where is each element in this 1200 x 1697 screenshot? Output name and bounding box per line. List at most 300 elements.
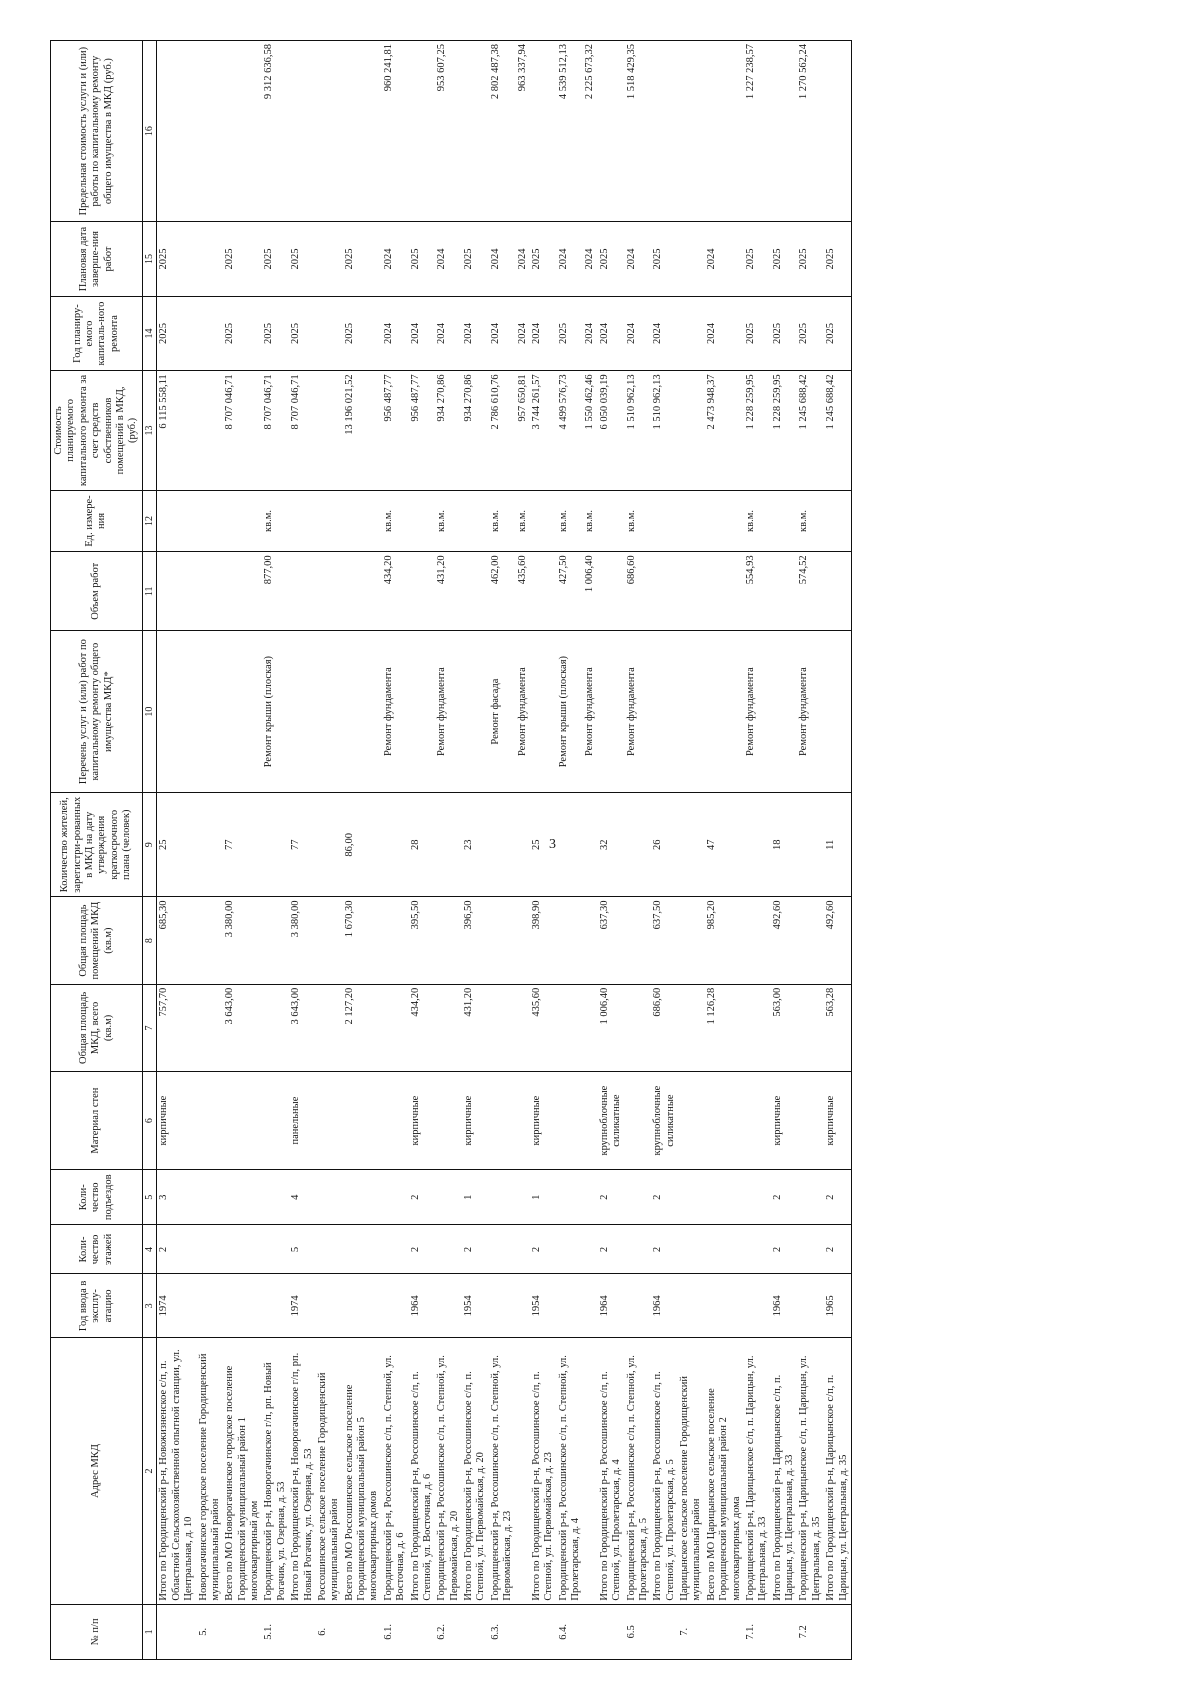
year-built-cell bbox=[797, 1274, 824, 1338]
work-type-cell: Ремонт фундамента bbox=[435, 631, 462, 793]
row-number bbox=[462, 1604, 489, 1659]
wall-material-cell: кирпичные bbox=[409, 1072, 436, 1170]
column-number-row bbox=[142, 41, 157, 1660]
repair-cost-cell: 6 115 558,11 bbox=[157, 371, 197, 490]
cost-limit-cell bbox=[598, 41, 625, 222]
repair-year-cell: 2024 bbox=[435, 296, 462, 371]
year-built-cell bbox=[435, 1274, 462, 1338]
floors-cell bbox=[262, 1225, 289, 1274]
entrances-cell: 4 bbox=[289, 1170, 316, 1225]
address-cell: Итого по Городищенский р-н, Россошинское с/п, п. Степной, ул. Первомайская, д. 20 bbox=[462, 1338, 489, 1604]
work-volume-cell bbox=[651, 552, 678, 631]
address-cell: Итого по Городищенский р-н, Россошинское с/п, п. Степной, ул. Первомайская, д. 23 bbox=[530, 1338, 557, 1604]
floors-cell: 5 bbox=[289, 1225, 316, 1274]
address-cell: Всего по МО Царицынское сельское поселение Городищенский муниципальный район 2 многоквартирных дома bbox=[705, 1338, 744, 1604]
column-number: 8 bbox=[142, 897, 157, 984]
floors-cell: 2 bbox=[771, 1225, 798, 1274]
table-row bbox=[625, 41, 652, 1660]
unit-cell bbox=[771, 490, 798, 552]
completion-year-cell: 2024 bbox=[583, 222, 597, 297]
table-row bbox=[516, 41, 530, 1660]
work-type-cell: Ремонт фундамента bbox=[744, 631, 771, 793]
cost-limit-cell bbox=[409, 41, 436, 222]
column-number: 6 bbox=[142, 1072, 157, 1170]
unit-cell: кв.м. bbox=[382, 490, 409, 552]
wall-material-cell bbox=[705, 1072, 744, 1170]
entrances-cell bbox=[797, 1170, 824, 1225]
floors-cell: 2 bbox=[409, 1225, 436, 1274]
year-built-cell bbox=[316, 1274, 343, 1338]
repair-cost-cell: 3 744 261,57 bbox=[530, 371, 557, 490]
residents-cell bbox=[557, 793, 584, 897]
completion-year-cell: 2024 bbox=[705, 222, 744, 297]
row-number: 7.2 bbox=[797, 1604, 824, 1659]
residents-cell: 23 bbox=[462, 793, 489, 897]
page-number: 3 bbox=[549, 837, 556, 852]
column-header: № п/п bbox=[51, 1604, 143, 1659]
work-volume-cell bbox=[197, 552, 224, 631]
repair-year-cell: 2024 bbox=[489, 296, 516, 371]
repair-year-cell: 2025 bbox=[343, 296, 382, 371]
cost-limit-cell: 1 270 562,24 bbox=[797, 41, 824, 222]
total-area-cell bbox=[316, 984, 343, 1071]
total-area-cell: 686,60 bbox=[651, 984, 678, 1071]
premises-area-cell: 398,90 bbox=[530, 897, 557, 984]
work-type-cell bbox=[530, 631, 557, 793]
repair-year-cell: 2024 bbox=[598, 296, 625, 371]
table-row bbox=[705, 41, 744, 1660]
entrances-cell bbox=[262, 1170, 289, 1225]
repair-year-cell: 2024 bbox=[462, 296, 489, 371]
unit-cell bbox=[157, 490, 197, 552]
address-cell: Итого по Городищенский р-н, Царицынское с/п, п. Царицын, ул. Центральная, д. 35 bbox=[824, 1338, 851, 1604]
wall-material-cell bbox=[316, 1072, 343, 1170]
work-type-cell bbox=[409, 631, 436, 793]
repair-year-cell: 2025 bbox=[289, 296, 316, 371]
address-cell: Царицынское сельское поселение Городищенский муниципальный район bbox=[678, 1338, 705, 1604]
residents-cell bbox=[625, 793, 652, 897]
year-built-cell bbox=[489, 1274, 516, 1338]
completion-year-cell: 2025 bbox=[462, 222, 489, 297]
total-area-cell: 563,28 bbox=[824, 984, 851, 1071]
residents-cell bbox=[382, 793, 409, 897]
unit-cell: кв.м. bbox=[516, 490, 530, 552]
work-volume-cell bbox=[705, 552, 744, 631]
completion-year-cell: 2024 bbox=[557, 222, 584, 297]
work-volume-cell bbox=[824, 552, 851, 631]
row-number: 7.1. bbox=[744, 1604, 771, 1659]
repair-cost-cell: 8 707 046,71 bbox=[262, 371, 289, 490]
unit-cell: кв.м. bbox=[262, 490, 289, 552]
column-header: Общая площадь помещений МКД (кв.м) bbox=[51, 897, 143, 984]
address-cell: Городищенский р-н, Россошинское с/п, п. Степной, ул. Пролетарская, д. 5 bbox=[625, 1338, 652, 1604]
cost-limit-cell bbox=[343, 41, 382, 222]
address-cell: Городищенский р-н, Россошинское с/п, п. Степной, ул. Первомайская, д. 20 bbox=[435, 1338, 462, 1604]
completion-year-cell: 2025 bbox=[262, 222, 289, 297]
premises-area-cell bbox=[382, 897, 409, 984]
address-cell: Городищенский р-н, Новорогачинское г/п, рп. Новый Рогачик, ул. Озерная, д. 53 bbox=[262, 1338, 289, 1604]
completion-year-cell: 2024 bbox=[435, 222, 462, 297]
entrances-cell bbox=[583, 1170, 597, 1225]
total-area-cell bbox=[557, 984, 584, 1071]
work-volume-cell bbox=[530, 552, 557, 631]
completion-year-cell: 2025 bbox=[651, 222, 678, 297]
floors-cell: 2 bbox=[530, 1225, 557, 1274]
column-number: 2 bbox=[142, 1338, 157, 1604]
cost-limit-cell bbox=[197, 41, 224, 222]
column-number: 5 bbox=[142, 1170, 157, 1225]
address-cell: Итого по Городищенский р-н, Россошинское с/п, п. Степной, ул. Пролетарская, д. 4 bbox=[598, 1338, 625, 1604]
work-volume-cell bbox=[289, 552, 316, 631]
floors-cell bbox=[797, 1225, 824, 1274]
residents-cell bbox=[583, 793, 597, 897]
total-area-cell: 2 127,20 bbox=[343, 984, 382, 1071]
completion-year-cell: 2025 bbox=[157, 222, 197, 297]
wall-material-cell bbox=[262, 1072, 289, 1170]
floors-cell bbox=[382, 1225, 409, 1274]
wall-material-cell: панельные bbox=[289, 1072, 316, 1170]
year-built-cell bbox=[678, 1274, 705, 1338]
total-area-cell: 757,70 bbox=[157, 984, 197, 1071]
wall-material-cell bbox=[382, 1072, 409, 1170]
wall-material-cell bbox=[557, 1072, 584, 1170]
address-cell: Городищенский р-н, Россошинское с/п, п. Степной, ул. Пролетарская, д. 4 bbox=[557, 1338, 584, 1604]
premises-area-cell bbox=[557, 897, 584, 984]
entrances-cell bbox=[316, 1170, 343, 1225]
cost-limit-cell bbox=[678, 41, 705, 222]
cost-limit-cell bbox=[289, 41, 316, 222]
table-row bbox=[197, 41, 224, 1660]
unit-cell bbox=[651, 490, 678, 552]
address-cell bbox=[516, 1338, 530, 1604]
row-number bbox=[705, 1604, 744, 1659]
row-number: 7. bbox=[678, 1604, 705, 1659]
completion-year-cell: 2024 bbox=[382, 222, 409, 297]
year-built-cell bbox=[516, 1274, 530, 1338]
row-number: 6.2. bbox=[435, 1604, 462, 1659]
entrances-cell bbox=[625, 1170, 652, 1225]
work-type-cell: Ремонт фундамента bbox=[382, 631, 409, 793]
row-number: 5. bbox=[197, 1604, 224, 1659]
year-built-cell bbox=[705, 1274, 744, 1338]
year-built-cell: 1954 bbox=[530, 1274, 557, 1338]
entrances-cell: 1 bbox=[462, 1170, 489, 1225]
unit-cell bbox=[678, 490, 705, 552]
unit-cell: кв.м. bbox=[489, 490, 516, 552]
column-number: 16 bbox=[142, 41, 157, 222]
row-number bbox=[583, 1604, 597, 1659]
repair-cost-cell: 1 245 688,42 bbox=[824, 371, 851, 490]
column-header: Стоимость планируемого капитального ремонта за счет средств собственников помещений в МКД, (руб.) bbox=[51, 371, 143, 490]
unit-cell bbox=[705, 490, 744, 552]
wall-material-cell: кирпичные bbox=[530, 1072, 557, 1170]
year-built-cell bbox=[625, 1274, 652, 1338]
residents-cell: 77 bbox=[289, 793, 316, 897]
total-area-cell bbox=[625, 984, 652, 1071]
completion-year-cell: 2025 bbox=[598, 222, 625, 297]
work-type-cell bbox=[157, 631, 197, 793]
work-type-cell bbox=[343, 631, 382, 793]
column-header: Объем работ bbox=[51, 552, 143, 631]
work-type-cell: Ремонт фундамента bbox=[625, 631, 652, 793]
premises-area-cell bbox=[583, 897, 597, 984]
cost-limit-cell bbox=[705, 41, 744, 222]
table-row bbox=[598, 41, 625, 1660]
unit-cell bbox=[824, 490, 851, 552]
cost-limit-cell: 2 225 673,32 bbox=[583, 41, 597, 222]
repair-year-cell: 2024 bbox=[409, 296, 436, 371]
table-row bbox=[557, 41, 584, 1660]
residents-cell bbox=[516, 793, 530, 897]
repair-cost-cell: 1 510 962,13 bbox=[651, 371, 678, 490]
unit-cell bbox=[409, 490, 436, 552]
floors-cell bbox=[516, 1225, 530, 1274]
completion-year-cell: 2025 bbox=[530, 222, 557, 297]
work-type-cell: Ремонт фундамента bbox=[797, 631, 824, 793]
total-area-cell: 1 006,40 bbox=[598, 984, 625, 1071]
work-type-cell: Ремонт фасада bbox=[489, 631, 516, 793]
repair-cost-cell: 4 499 576,73 bbox=[557, 371, 584, 490]
premises-area-cell bbox=[516, 897, 530, 984]
repair-cost-cell: 2 473 948,37 bbox=[705, 371, 744, 490]
table-row bbox=[530, 41, 557, 1660]
residents-cell bbox=[262, 793, 289, 897]
cost-limit-cell bbox=[651, 41, 678, 222]
table-body bbox=[157, 41, 852, 1660]
unit-cell bbox=[197, 490, 224, 552]
work-volume-cell bbox=[316, 552, 343, 631]
unit-cell: кв.м. bbox=[625, 490, 652, 552]
entrances-cell: 1 bbox=[530, 1170, 557, 1225]
completion-year-cell bbox=[678, 222, 705, 297]
column-header: Коли-чество этажей bbox=[51, 1225, 143, 1274]
table-header bbox=[51, 41, 157, 1660]
repair-year-cell: 2025 bbox=[824, 296, 851, 371]
wall-material-cell bbox=[343, 1072, 382, 1170]
address-cell: Россошинское сельское поселение Городищенский муниципальный район bbox=[316, 1338, 343, 1604]
floors-cell bbox=[489, 1225, 516, 1274]
row-number bbox=[516, 1604, 530, 1659]
premises-area-cell: 985,20 bbox=[705, 897, 744, 984]
cost-limit-cell bbox=[223, 41, 262, 222]
completion-year-cell bbox=[316, 222, 343, 297]
residents-cell: 47 bbox=[705, 793, 744, 897]
cost-limit-cell bbox=[824, 41, 851, 222]
wall-material-cell bbox=[223, 1072, 262, 1170]
repair-year-cell bbox=[316, 296, 343, 371]
entrances-cell: 2 bbox=[598, 1170, 625, 1225]
wall-material-cell bbox=[516, 1072, 530, 1170]
entrances-cell bbox=[705, 1170, 744, 1225]
premises-area-cell: 1 670,30 bbox=[343, 897, 382, 984]
table-row bbox=[157, 41, 197, 1660]
column-number: 13 bbox=[142, 371, 157, 490]
column-header: Ед. измере-ния bbox=[51, 490, 143, 552]
repair-cost-cell bbox=[316, 371, 343, 490]
work-type-cell bbox=[289, 631, 316, 793]
floors-cell: 2 bbox=[824, 1225, 851, 1274]
floors-cell bbox=[678, 1225, 705, 1274]
entrances-cell: 2 bbox=[409, 1170, 436, 1225]
repair-year-cell: 2024 bbox=[583, 296, 597, 371]
row-number: 6.3. bbox=[489, 1604, 516, 1659]
address-cell: Итого по Городищенский р-н, Россошинское с/п, п. Степной, ул. Пролетарская, д. 5 bbox=[651, 1338, 678, 1604]
entrances-cell: 3 bbox=[157, 1170, 197, 1225]
repair-year-cell: 2025 bbox=[771, 296, 798, 371]
wall-material-cell bbox=[625, 1072, 652, 1170]
premises-area-cell: 492,60 bbox=[824, 897, 851, 984]
premises-area-cell: 3 380,00 bbox=[289, 897, 316, 984]
wall-material-cell bbox=[435, 1072, 462, 1170]
cost-limit-cell: 1 518 429,35 bbox=[625, 41, 652, 222]
row-number bbox=[530, 1604, 557, 1659]
premises-area-cell bbox=[435, 897, 462, 984]
repair-cost-cell: 957 650,81 bbox=[516, 371, 530, 490]
entrances-cell bbox=[382, 1170, 409, 1225]
wall-material-cell: крупноблочные силикатные bbox=[651, 1072, 678, 1170]
year-built-cell: 1974 bbox=[289, 1274, 316, 1338]
floors-cell: 2 bbox=[462, 1225, 489, 1274]
wall-material-cell bbox=[744, 1072, 771, 1170]
row-number bbox=[343, 1604, 382, 1659]
residents-cell bbox=[797, 793, 824, 897]
cost-limit-cell bbox=[157, 41, 197, 222]
residents-cell: 86,00 bbox=[343, 793, 382, 897]
work-volume-cell bbox=[678, 552, 705, 631]
premises-area-cell bbox=[797, 897, 824, 984]
premises-area-cell: 3 380,00 bbox=[223, 897, 262, 984]
floors-cell bbox=[223, 1225, 262, 1274]
work-type-cell: Ремонт крыши (плоская) bbox=[262, 631, 289, 793]
premises-area-cell bbox=[262, 897, 289, 984]
address-cell: Итого по Городищенский р-н, Новожизненское с/п, п. Областной Сельскохозяйственной опытной станции, ул. Центральная, д. 10 bbox=[157, 1338, 197, 1604]
year-built-cell: 1964 bbox=[409, 1274, 436, 1338]
repair-cost-cell: 1 550 462,46 bbox=[583, 371, 597, 490]
total-area-cell bbox=[197, 984, 224, 1071]
wall-material-cell: кирпичные bbox=[157, 1072, 197, 1170]
residents-cell bbox=[435, 793, 462, 897]
unit-cell: кв.м. bbox=[435, 490, 462, 552]
column-number: 1 bbox=[142, 1604, 157, 1659]
table-row bbox=[343, 41, 382, 1660]
residents-cell bbox=[197, 793, 224, 897]
table-row bbox=[797, 41, 824, 1660]
unit-cell: кв.м. bbox=[797, 490, 824, 552]
total-area-cell bbox=[744, 984, 771, 1071]
repair-cost-cell: 934 270,86 bbox=[435, 371, 462, 490]
cost-limit-cell bbox=[316, 41, 343, 222]
column-number: 15 bbox=[142, 222, 157, 297]
column-number: 10 bbox=[142, 631, 157, 793]
cost-limit-cell: 963 337,94 bbox=[516, 41, 530, 222]
year-built-cell bbox=[382, 1274, 409, 1338]
total-area-cell: 1 126,28 bbox=[705, 984, 744, 1071]
row-number: 6.5 bbox=[625, 1604, 652, 1659]
premises-area-cell bbox=[316, 897, 343, 984]
row-number bbox=[651, 1604, 678, 1659]
work-volume-cell: 574,52 bbox=[797, 552, 824, 631]
floors-cell: 2 bbox=[651, 1225, 678, 1274]
address-cell: Всего по МО Россошинское сельское поселение Городищенский муниципальный район 5 многоквартирных домов bbox=[343, 1338, 382, 1604]
completion-year-cell: 2025 bbox=[824, 222, 851, 297]
year-built-cell: 1964 bbox=[598, 1274, 625, 1338]
completion-year-cell: 2025 bbox=[409, 222, 436, 297]
work-type-cell: Ремонт крыши (плоская) bbox=[557, 631, 584, 793]
repair-year-cell bbox=[678, 296, 705, 371]
premises-area-cell bbox=[744, 897, 771, 984]
row-number: 6.4. bbox=[557, 1604, 584, 1659]
address-cell: Городищенский р-н, Царицынское с/п, п. Царицын, ул. Центральная, д. 35 bbox=[797, 1338, 824, 1604]
repair-cost-cell: 956 487,77 bbox=[409, 371, 436, 490]
work-type-cell bbox=[316, 631, 343, 793]
repair-cost-cell: 1 510 962,13 bbox=[625, 371, 652, 490]
entrances-cell bbox=[489, 1170, 516, 1225]
entrances-cell bbox=[197, 1170, 224, 1225]
work-volume-cell: 1 006,40 bbox=[583, 552, 597, 631]
row-number bbox=[771, 1604, 798, 1659]
wall-material-cell bbox=[583, 1072, 597, 1170]
repair-cost-cell: 1 228 259,95 bbox=[744, 371, 771, 490]
work-volume-cell bbox=[223, 552, 262, 631]
residents-cell: 25 bbox=[530, 793, 557, 897]
repair-cost-cell: 1 228 259,95 bbox=[771, 371, 798, 490]
total-area-cell: 3 643,00 bbox=[223, 984, 262, 1071]
cost-limit-cell: 1 227 238,57 bbox=[744, 41, 771, 222]
total-area-cell bbox=[583, 984, 597, 1071]
floors-cell bbox=[744, 1225, 771, 1274]
residents-cell: 25 bbox=[157, 793, 197, 897]
unit-cell: кв.м. bbox=[557, 490, 584, 552]
repair-cost-cell bbox=[678, 371, 705, 490]
completion-year-cell: 2025 bbox=[343, 222, 382, 297]
premises-area-cell bbox=[197, 897, 224, 984]
total-area-cell: 434,20 bbox=[409, 984, 436, 1071]
row-number bbox=[157, 1604, 197, 1659]
column-header: Количество жителей, зарегистри-рованных в МКД на дату утверждения краткосрочного плана (человек) bbox=[51, 793, 143, 897]
year-built-cell bbox=[557, 1274, 584, 1338]
work-volume-cell: 434,20 bbox=[382, 552, 409, 631]
table-row bbox=[744, 41, 771, 1660]
row-number: 6.1. bbox=[382, 1604, 409, 1659]
entrances-cell: 2 bbox=[651, 1170, 678, 1225]
unit-cell bbox=[530, 490, 557, 552]
total-area-cell: 563,00 bbox=[771, 984, 798, 1071]
work-volume-cell: 462,00 bbox=[489, 552, 516, 631]
work-volume-cell: 435,60 bbox=[516, 552, 530, 631]
cost-limit-cell bbox=[462, 41, 489, 222]
residents-cell bbox=[678, 793, 705, 897]
year-built-cell: 1965 bbox=[824, 1274, 851, 1338]
address-cell: Всего по МО Новорогачинское городское поселение Городищенский муниципальный район 1 многоквартирный дом bbox=[223, 1338, 262, 1604]
table-row bbox=[435, 41, 462, 1660]
residents-cell: 77 bbox=[223, 793, 262, 897]
table-row bbox=[409, 41, 436, 1660]
table-row bbox=[583, 41, 597, 1660]
residents-cell: 26 bbox=[651, 793, 678, 897]
address-cell bbox=[583, 1338, 597, 1604]
total-area-cell bbox=[678, 984, 705, 1071]
column-header: Общая площадь МКД, всего (кв.м) bbox=[51, 984, 143, 1071]
repair-year-cell: 2025 bbox=[262, 296, 289, 371]
repair-cost-cell: 934 270,86 bbox=[462, 371, 489, 490]
column-header: Перечень услуг и (или) работ по капитальному ремонту общего имущества МКД* bbox=[51, 631, 143, 793]
premises-area-cell: 685,30 bbox=[157, 897, 197, 984]
column-header: Предельная стоимость услуги и (или) работы по капитальному ремонту общего имущества в МКД (руб.) bbox=[51, 41, 143, 222]
year-built-cell bbox=[262, 1274, 289, 1338]
column-number: 11 bbox=[142, 552, 157, 631]
year-built-cell: 1974 bbox=[157, 1274, 197, 1338]
column-header: Материал стен bbox=[51, 1072, 143, 1170]
